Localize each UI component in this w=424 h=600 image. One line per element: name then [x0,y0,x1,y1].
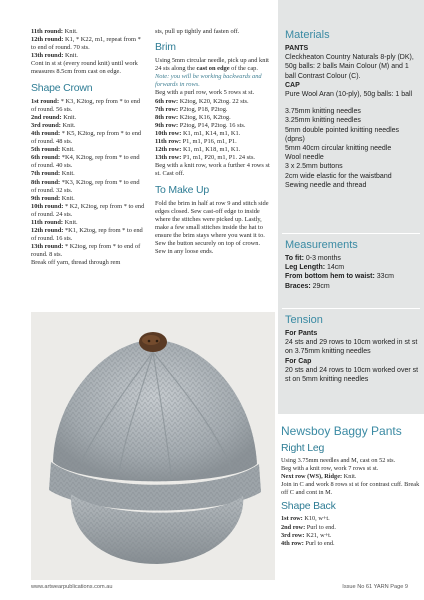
row-instruction: 11th row: P1, m1, P16, m1, P1. [155,138,237,146]
measurements-list [285,254,420,291]
column-2 [155,28,270,256]
row-instruction: 10th row: K1, m1, K14, m1, K1. [155,129,241,137]
shape-crown-rounds [31,98,146,268]
brim-rows [155,98,270,163]
right-leg-rows: Beg with a knit row, work 7 rows st st. [281,465,379,473]
round-instruction: 13th round: Knit. [31,52,78,60]
tension-heading: Tension [285,314,323,326]
cap-tension-label: For Cap [285,357,312,365]
column-3 [281,424,421,548]
row-instruction: 4th row: Purl to end. [281,539,335,547]
measurements-heading: Measurements [285,239,358,251]
column-1 [31,28,146,268]
shape-back-rows [281,515,421,547]
knitted-cap-icon [31,312,275,580]
brim-note: Note: you will be working backwards and forwards in rows. [155,73,262,89]
brim-finish: Beg with a knit row, work a further 4 rows st st. Cast off. [155,162,270,178]
sidebar-divider [282,233,420,234]
row-instruction: 3rd row: K21, w+t. [281,531,332,539]
round-instruction: 1st round: * K3, K2tog, rep from * to end of round. 56 sts. [31,97,141,113]
footer-page-info: Issue No 61 YARN Page 9 [342,584,408,590]
materials-section [285,28,420,190]
round-instruction: 6th round: *K4, K2tog, rep from * to end of round. 40 sts. [31,154,140,170]
needle-item: Sewing needle and thread [285,181,367,189]
cap-label: CAP [285,81,300,89]
round-instruction: 11th round: Knit. [31,28,78,35]
right-leg-contrast: Join in C and work 8 rows st st for contrast cuff. Break off C and cont in M. [281,481,420,497]
shape-back-heading: Shape Back [281,500,336,513]
round-instruction: Cont in st st (every round knit) until work measures 8.5cm from cast on edge. [31,60,138,76]
footer-website: www.artwearpublications.com.au [31,584,113,590]
round-instruction: 3rd round: Knit. [31,121,76,129]
pants-title: Newsboy Baggy Pants [281,424,402,438]
measurement-item: Leg Length: 14cm [285,264,345,272]
cap-tension: 20 sts and 24 rows to 10cm worked over st st on 5mm knitting needles [285,366,419,384]
row-instruction: 13th row: P1, m1, P20, m1, P1. 24 sts. [155,154,256,162]
cap-yarn: Pure Wool Aran (10-ply), 50g balls: 1 ball [285,91,413,99]
make-up-text: Fold the brim in half at row 9 and stitch side edges closed. Sew cast-off edge to inside where the stitches were picked up. Lastly, make a few small stitches inside the hat to ensure the brim stays where you want it to. Sew the button securely on top of crown. Sew in any loose ends. [155,199,269,256]
pants-label: PANTS [285,45,309,52]
round-instruction: 12th round: *K1, K2tog, rep from * to end of round. 16 sts. [31,227,143,243]
row-instruction: 7th row: P2tog, P18, P2tog. [155,105,228,113]
round-instruction: 5th round: Knit. [31,146,75,154]
row-instruction: 12th row: K1, m1, K18, m1, K1. [155,146,241,154]
round-instruction: 9th round: Knit. [31,194,75,202]
needles-list [285,107,420,190]
row-instruction: 8th row: K2tog, K16, K2tog. [155,113,231,121]
cap-photo [31,312,275,580]
needle-item: 3.25mm knitting needles [285,117,361,125]
brim-instruction: Beg with a purl row, work 5 rows st st. [155,89,255,97]
pants-yarn: Cleckheaton Country Naturals 8-ply (DK), 50g balls: 2 balls Main Colour (M) and 1 ball Contrast Colour (C). [285,54,414,80]
row-instruction: 6th row: K2tog, K20, K2tog. 22 sts. [155,97,249,105]
crown-finish-text: sts, pull up tightly and fasten off. [155,28,240,35]
round-instruction: 8th round: *K3, K2tog, rep from * to end of round. 32 sts. [31,178,140,194]
pants-tension-label: For Pants [285,330,318,337]
measurement-item: Braces: 29cm [285,282,330,290]
row-instruction: 2nd row: Purl to end. [281,523,336,531]
brim-heading: Brim [155,41,176,54]
measurement-item: From bottom hem to waist: 33cm [285,273,394,281]
crown-rounds-intro [31,28,146,77]
needle-item: Wool needle [285,154,324,162]
round-instruction: 13th round: * K2tog, rep from * to end of round. 8 sts. [31,243,141,259]
brim-intro: Using 5mm circular needle, pick up and knit 24 sts along the cast on edge of the cap. [155,57,269,73]
right-leg-ridge: Next row (WS), Ridge: Knit. [281,473,357,481]
materials-heading: Materials [285,29,330,41]
round-instruction: 12th round: K1, * K22, m1, repeat from * to end of round. 70 sts. [31,36,141,52]
round-instruction: Break off yarn, thread through rem [31,259,121,267]
row-instruction: 1st row: K10, w+t. [281,515,330,523]
needle-item: 5mm double pointed knitting needles (dpns) [285,126,400,143]
row-instruction: 9th row: P2tog, P14, P2tog. 16 sts. [155,121,246,129]
round-instruction: 2nd round: Knit. [31,113,77,121]
measurements-section [285,238,420,291]
make-up-heading: To Make Up [155,183,210,196]
right-leg-cast-on: Using 3.75mm needles and M, cast on 52 sts. [281,457,396,464]
round-instruction: 7th round: Knit. [31,170,75,178]
round-instruction: 10th round: * K2, K2tog, rep from * to end of round. 24 sts. [31,202,145,218]
right-leg-heading: Right Leg [281,442,325,454]
round-instruction: 11th round: Knit. [31,218,78,226]
shape-crown-heading: Shape Crown [31,81,93,94]
needle-item: 3 x 2.5mm buttons [285,163,343,171]
needle-item: 5mm 40cm circular knitting needle [285,145,392,153]
tension-section [285,313,420,384]
pants-tension: 24 sts and 29 rows to 10cm worked in st st on 3.75mm knitting needles [285,339,418,356]
needle-item: 3.75mm knitting needles [285,108,361,116]
needle-item: 2cm wide elastic for the waistband [285,172,392,180]
round-instruction: 4th round: * K5, K2tog, rep from * to end of round. 48 sts. [31,129,142,146]
sidebar-divider [282,308,420,309]
measurement-item: To fit: 0-3 months [285,255,341,262]
